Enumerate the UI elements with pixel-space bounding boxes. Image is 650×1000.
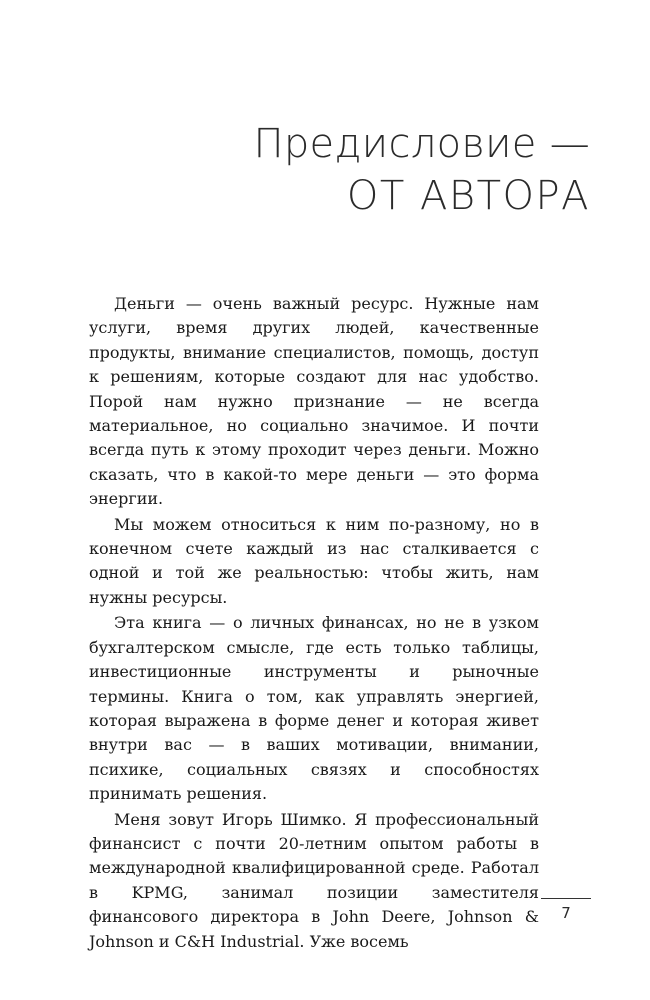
chapter-heading — [253, 118, 590, 222]
footer-rule — [541, 898, 591, 899]
chapter-title-line-1: Предисловие — — [253, 121, 590, 167]
paragraph: Меня зовут Игорь Шимко. Я профессиональный финансист с почти 20-летним опытом работы в международной квалифицированной среде. Работал в KPMG, занимал позиции заместителя финансового директора в John Deere, Johnson & Johnson и C&H Industrial. Уже восемь — [89, 809, 539, 951]
body-text — [89, 292, 539, 954]
paragraph: Эта книга — о личных финансах, но не в узком бухгалтерском смысле, где есть только таблицы, инвестиционные инструменты и рыночные термины. Книга о том, как управлять энергией, которая выражена в форме денег и которая живет внутри вас — в ваших мотивации, внимании, психике, социальных связях и способностях принимать решения. — [89, 613, 539, 804]
paragraph: Мы можем относиться к ним по-разному, но в конечном счете каждый из нас сталкивается с одной и той же реальностью: чтобы жить, нам нужны ресурсы. — [89, 514, 539, 607]
page-number: 7 — [561, 904, 571, 922]
paragraph: Деньги — очень важный ресурс. Нужные нам услуги, время других людей, качественные продукты, внимание специалистов, помощь, доступ к решениям, которые создают для нас удобство. Порой нам нужно признание — не всегда материальное, но социально значимое. И почти всегда путь к этому проходит через деньги. Можно сказать, что в какой-то мере деньги — это форма энергии. — [89, 294, 539, 509]
chapter-title-line-2: ОТ АВТОРА — [346, 173, 590, 219]
